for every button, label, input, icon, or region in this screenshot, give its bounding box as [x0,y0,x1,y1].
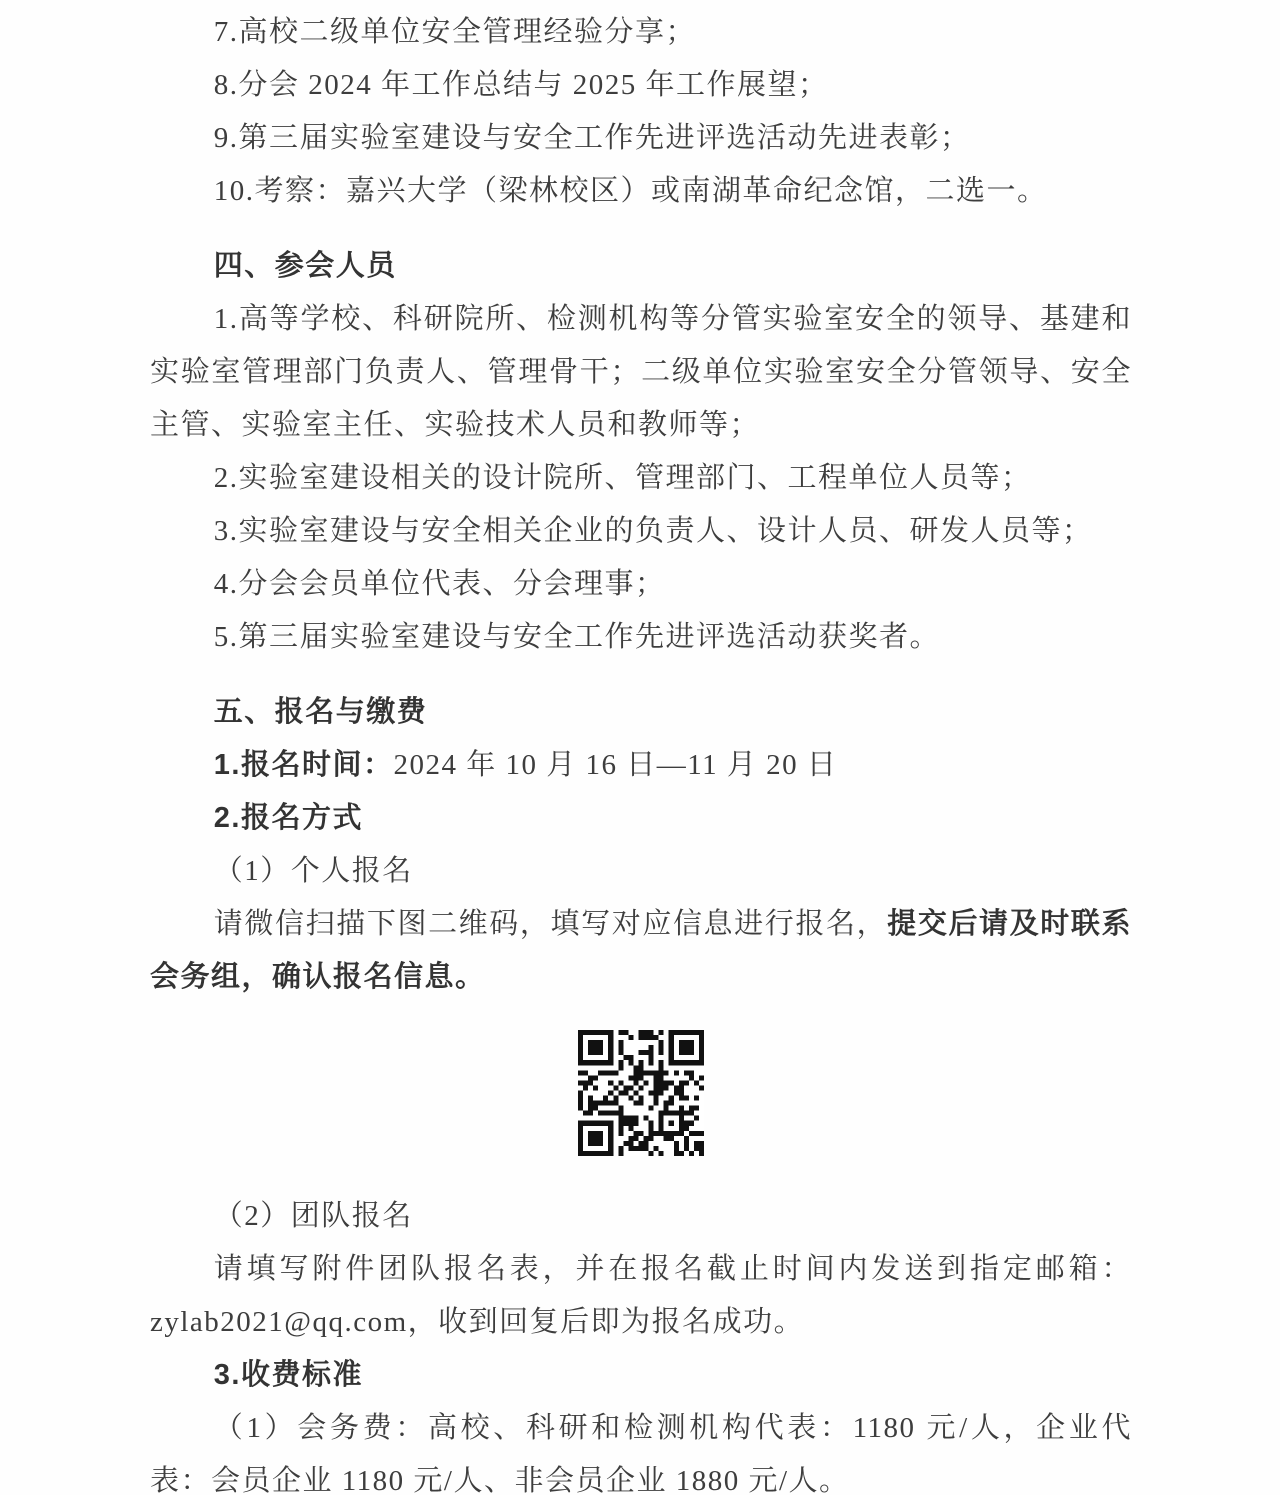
agenda-item-8: 8.分会 2024 年工作总结与 2025 年工作展望； [213,69,829,101]
section4-item-1: 1.高等学校、科研院所、检测机构等分管实验室安全的领导、基建和实验室管理部门负责人、管理骨干；二级单位实验室安全分管领导、安全主管、实验室主任、实验技术人员和教师等； [150,303,1132,441]
team-registration-heading: （2）团队报名 [213,1200,413,1232]
agenda-item-10: 10.考察：嘉兴大学（梁林校区）或南湖革命纪念馆，二选一。 [213,175,1048,207]
agenda-item-9: 9.第三届实验室建设与安全工作先进评选活动先进表彰； [213,122,971,154]
registration-time-value: 2024 年 10 月 16 日—11 月 20 日 [393,749,838,781]
section4-item-3: 3.实验室建设与安全相关企业的负责人、设计人员、研发人员等； [213,515,1093,547]
individual-registration-text [150,898,1132,1004]
agenda-item-7: 7.高校二级单位安全管理经验分享； [213,16,697,48]
registration-time [150,739,1132,792]
qr-code-image [578,1030,704,1156]
section4-heading: 四、参会人员 [213,250,397,282]
individual-registration-regular: 请微信扫描下图二维码，填写对应信息进行报名， [213,908,888,940]
section4-item-4: 4.分会会员单位代表、分会理事； [213,568,666,600]
team-registration-text: 请填写附件团队报名表，并在报名截止时间内发送到指定邮箱：zylab2021@qq.com，收到回复后即为报名成功。 [150,1253,1132,1338]
fee-text: （1）会务费：高校、科研和检测机构代表：1180 元/人，企业代表：会员企业 1180 元/人、非会员企业 1880 元/人。 [150,1412,1132,1495]
section4-item-5: 5.第三届实验室建设与安全工作先进评选活动获奖者。 [213,621,941,653]
section5-heading: 五、报名与缴费 [213,696,428,728]
qr-code-container [150,1030,1132,1156]
fee-heading: 3.收费标准 [213,1359,363,1391]
registration-method-heading: 2.报名方式 [213,802,363,834]
registration-time-label: 1.报名时间： [213,749,394,781]
section4-item-2: 2.实验室建设相关的设计院所、管理部门、工程单位人员等； [213,462,1032,494]
individual-registration-heading: （1）个人报名 [213,855,413,887]
individual-registration-bold: 提交后请及时联系会务组，确认报名信息。 [150,908,1132,993]
